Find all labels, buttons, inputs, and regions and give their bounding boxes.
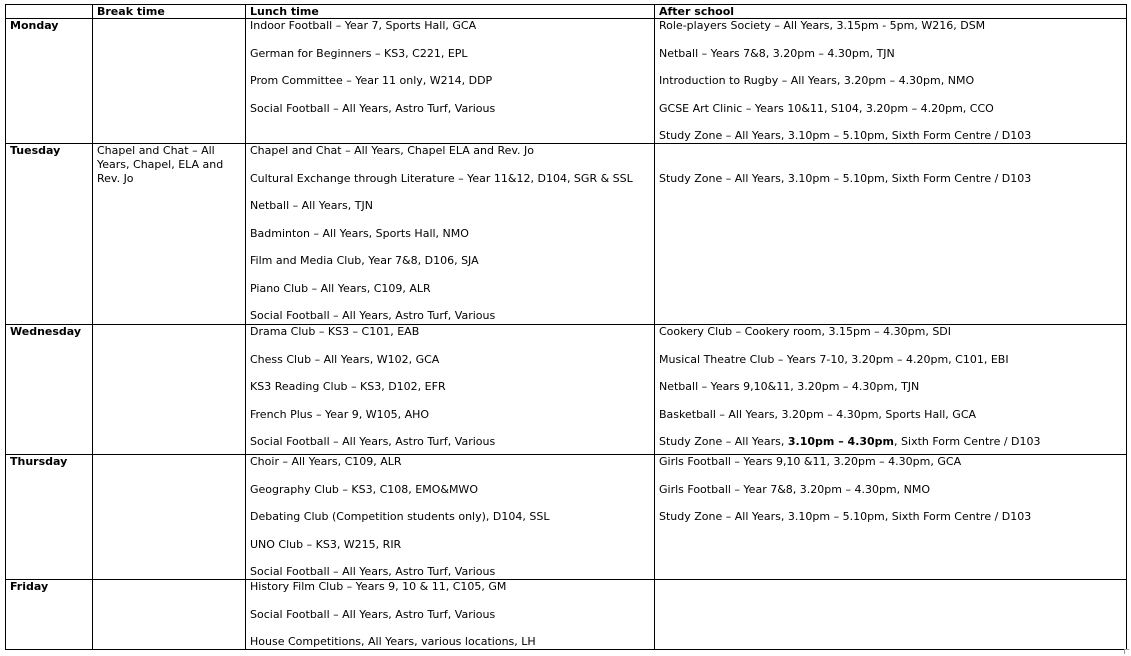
header-after-school: After school	[655, 5, 1127, 19]
study-zone-time-bold: 3.10pm – 4.30pm	[787, 435, 895, 448]
activity-item: Chapel and Chat – All Years, Chapel ELA and Rev. Jo	[250, 144, 535, 157]
activity-item: Choir – All Years, C109, ALR	[250, 455, 402, 468]
activity-item: Introduction to Rugby – All Years, 3.20pm – 4.30pm, NMO	[659, 74, 975, 87]
activity-item: Prom Committee – Year 11 only, W214, DDP	[250, 74, 493, 87]
activity-item: Netball – Years 9,10&11, 3.20pm – 4.30pm, TJN	[659, 380, 920, 393]
header-row	[6, 5, 1127, 19]
after-school-cell	[655, 19, 1127, 144]
activity-item: Badminton – All Years, Sports Hall, NMO	[250, 226, 469, 240]
activity-item: Girls Football – Years 9,10 &11, 3.20pm – 4.30pm, GCA	[659, 455, 962, 468]
activity-item: Role-players Society – All Years, 3.15pm - 5pm, W216, DSM	[659, 19, 986, 32]
activity-item: Netball – Years 7&8, 3.20pm – 4.30pm, TJN	[659, 46, 895, 60]
activity-item: House Competitions, All Years, various locations, LH	[250, 635, 536, 648]
day-label: Tuesday	[6, 144, 93, 325]
lunch-cell	[246, 144, 655, 325]
day-label: Monday	[6, 19, 93, 144]
after-school-cell	[655, 455, 1127, 580]
break-cell	[93, 19, 246, 144]
activity-item: KS3 Reading Club – KS3, D102, EFR	[250, 380, 446, 393]
header-day	[6, 5, 93, 19]
break-cell: Chapel and Chat – All Years, Chapel, ELA and Rev. Jo	[93, 144, 246, 325]
header-lunch-time: Lunch time	[246, 5, 655, 19]
activity-item: Indoor Football – Year 7, Sports Hall, GCA	[250, 19, 477, 32]
activity-item: Study Zone – All Years, 3.10pm – 5.10pm, Sixth Form Centre / D103	[659, 510, 1032, 523]
after-school-cell	[655, 580, 1127, 650]
activity-item: Social Football – All Years, Astro Turf, Various	[250, 101, 496, 115]
activity-item: Study Zone – All Years, 3.10pm – 5.10pm, Sixth Form Centre / D103	[659, 171, 1032, 185]
study-zone-suffix: , Sixth Form Centre / D103	[894, 435, 1041, 448]
activity-item: German for Beginners – KS3, C221, EPL	[250, 46, 468, 60]
activity-item: Drama Club – KS3 – C101, EAB	[250, 325, 420, 338]
activity-item: Cookery Club – Cookery room, 3.15pm – 4.30pm, SDI	[659, 325, 952, 338]
day-label: Thursday	[6, 455, 93, 580]
after-school-cell	[655, 325, 1127, 455]
activity-item: French Plus – Year 9, W105, AHO	[250, 407, 430, 421]
activity-item: Study Zone – All Years, 3.10pm – 5.10pm, Sixth Form Centre / D103	[659, 129, 1032, 142]
activity-item: Film and Media Club, Year 7&8, D106, SJA	[250, 254, 479, 267]
page-corner-mark	[1124, 649, 1129, 654]
activity-item: Social Football – All Years, Astro Turf, Various	[250, 565, 496, 578]
lunch-cell	[246, 325, 655, 455]
activity-item: UNO Club – KS3, W215, RIR	[250, 537, 402, 551]
activity-item: Geography Club – KS3, C108, EMO&MWO	[250, 482, 478, 496]
study-zone-prefix: Study Zone – All Years,	[659, 435, 788, 448]
activity-item	[659, 144, 1122, 158]
after-school-cell	[655, 144, 1127, 325]
row-monday	[6, 19, 1127, 144]
day-label: Friday	[6, 580, 93, 650]
header-break-time: Break time	[93, 5, 246, 19]
row-friday	[6, 580, 1127, 650]
activity-item: Piano Club – All Years, C109, ALR	[250, 281, 431, 295]
activity-item: GCSE Art Clinic – Years 10&11, S104, 3.20pm – 4.20pm, CCO	[659, 101, 994, 115]
activity-item: History Film Club – Years 9, 10 & 11, C105, GM	[250, 580, 507, 593]
break-cell	[93, 580, 246, 650]
row-thursday	[6, 455, 1127, 580]
day-label: Wednesday	[6, 325, 93, 455]
activity-item: Chess Club – All Years, W102, GCA	[250, 352, 440, 366]
row-wednesday	[6, 325, 1127, 455]
activity-item-study-zone	[659, 435, 1122, 449]
activities-table	[5, 4, 1127, 650]
row-tuesday	[6, 144, 1127, 325]
activity-item: Musical Theatre Club – Years 7-10, 3.20pm – 4.20pm, C101, EBI	[659, 352, 1009, 366]
activity-item: Cultural Exchange through Literature – Year 11&12, D104, SGR & SSL	[250, 171, 633, 185]
break-cell	[93, 325, 246, 455]
activity-item: Social Football – All Years, Astro Turf, Various	[250, 607, 496, 621]
lunch-cell	[246, 19, 655, 144]
break-cell	[93, 455, 246, 580]
activity-item: Social Football – All Years, Astro Turf, Various	[250, 435, 496, 448]
activity-item: Girls Football – Year 7&8, 3.20pm – 4.30pm, NMO	[659, 482, 931, 496]
activity-item: Netball – All Years, TJN	[250, 199, 373, 212]
activity-item: Social Football – All Years, Astro Turf, Various	[250, 309, 496, 322]
lunch-cell	[246, 580, 655, 650]
lunch-cell	[246, 455, 655, 580]
activity-item: Basketball – All Years, 3.20pm – 4.30pm, Sports Hall, GCA	[659, 407, 977, 421]
activity-item: Debating Club (Competition students only), D104, SSL	[250, 510, 550, 523]
